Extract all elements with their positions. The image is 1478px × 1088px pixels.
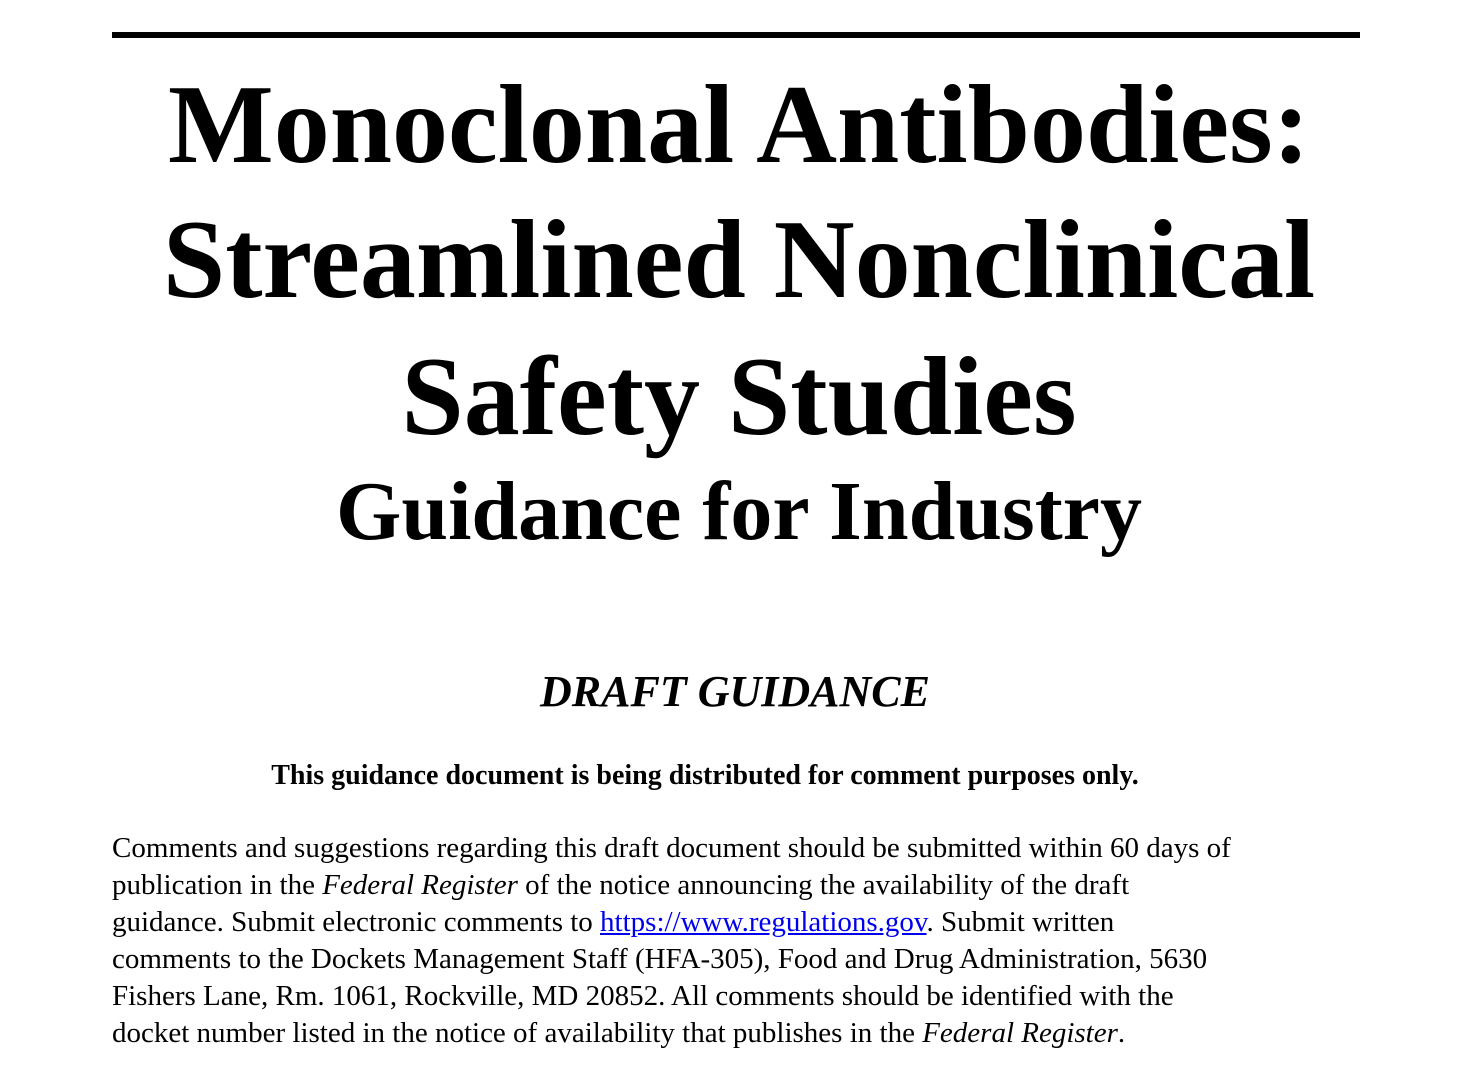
regulations-gov-link[interactable]: https://www.regulations.gov bbox=[600, 906, 927, 938]
document-title-line-2: Streamlined Nonclinical bbox=[162, 198, 1316, 322]
comments-paragraph bbox=[112, 830, 1362, 1052]
comments-line-3: guidance. Submit electronic comments to https://www.regulations.gov. Submit written bbox=[112, 906, 1115, 938]
document-title-line-1: Monoclonal Antibodies: bbox=[168, 63, 1310, 187]
comments-line-6: docket number listed in the notice of availability that publishes in the Federal Register. bbox=[112, 1017, 1126, 1049]
comments-line-4: comments to the Dockets Management Staff (HFA-305), Food and Drug Administration, 5630 bbox=[112, 943, 1208, 975]
comments-line-2: publication in the Federal Register of the notice announcing the availability of the draft bbox=[112, 869, 1130, 901]
top-rule bbox=[112, 32, 1360, 38]
draft-guidance-label: DRAFT GUIDANCE bbox=[540, 667, 930, 716]
document-title-line-3: Safety Studies bbox=[401, 335, 1077, 459]
comments-line-5: Fishers Lane, Rm. 1061, Rockville, MD 20852. All comments should be identified with the bbox=[112, 980, 1174, 1012]
document-subtitle: Guidance for Industry bbox=[336, 465, 1142, 558]
comments-line-1: Comments and suggestions regarding this draft document should be submitted within 60 days of bbox=[112, 832, 1231, 864]
distribution-notice: This guidance document is being distributed for comment purposes only. bbox=[271, 760, 1139, 791]
federal-register-italic: Federal Register bbox=[922, 1017, 1118, 1049]
federal-register-italic: Federal Register bbox=[322, 869, 518, 901]
